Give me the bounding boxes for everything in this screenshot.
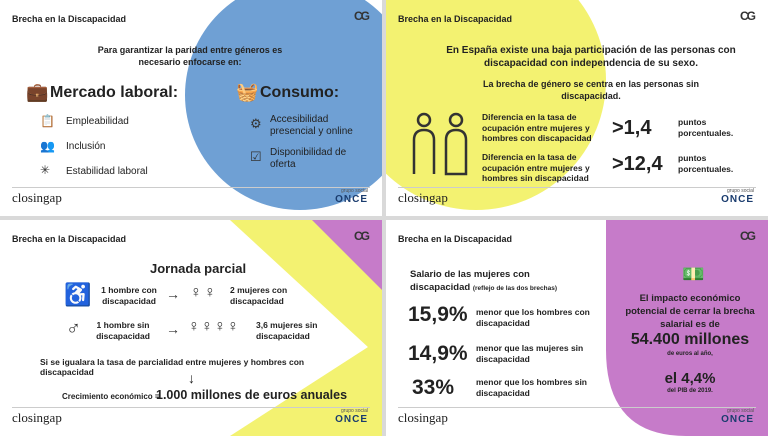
consumo-disponibilidad: Disponibilidad de oferta [270, 147, 347, 170]
basket-icon: 🧺 [236, 82, 259, 102]
once-big-text: ONCE [721, 194, 754, 205]
row1-label: menor que los hombres con discapacidad [476, 307, 590, 328]
once-big-text: ONCE [721, 414, 754, 425]
row1-unit: puntos porcentuales. [678, 117, 734, 138]
growth-value: 1.000 millones de euros anuales [156, 388, 348, 402]
closingap-logo: closingap [12, 410, 62, 425]
heading [410, 268, 580, 295]
growth-label: Crecimiento económico = [62, 392, 160, 401]
cg-logo: CG [740, 229, 754, 243]
heading-note: (reflejo de las dos brechas) [472, 285, 558, 292]
row1-label: Diferencia en la tasa de ocupación entre mujeres y hombres con discapacidad [482, 112, 592, 143]
once-logo [335, 408, 368, 425]
women-icon: ♀♀♀♀ [188, 318, 240, 335]
once-big-text: ONCE [335, 414, 368, 425]
network-icon: ✳ [40, 163, 51, 177]
yellow-circle-decoration [386, 0, 768, 216]
row2-value: 14,9% [408, 342, 468, 365]
footer-divider [12, 187, 370, 188]
mercado-item-empleabilidad: Empleabilidad [66, 116, 129, 127]
closingap-logo: closingap [12, 190, 62, 205]
row2-label: Diferencia en la tasa de ocupación entre mujeres y hombres sin discapacidad [482, 152, 590, 183]
panel-salario [386, 220, 768, 436]
woman-man-icon [410, 112, 470, 178]
box-small: de euros al año, [667, 351, 713, 357]
briefcase-icon: 💼 [26, 82, 49, 102]
cg-logo: CG [740, 9, 754, 23]
heading-text: Salario de las mujeres con discapacidad [410, 269, 530, 293]
row3-value: 33% [412, 376, 455, 399]
once-big-text: ONCE [335, 194, 368, 205]
panel-title: Brecha en la Discapacidad [12, 234, 127, 244]
panel-jornada-parcial [0, 220, 382, 436]
closingap-logo: closingap [398, 190, 448, 205]
footer-divider [398, 187, 756, 188]
gear-icon: ⚙ [250, 116, 262, 131]
once-small-text: grupo social [341, 188, 368, 194]
heading: Jornada parcial [150, 261, 247, 276]
row2-label: menor que las mujeres sin discapacidad [476, 343, 584, 364]
row1-value: >1,4 [612, 117, 652, 139]
note: Si se igualara la tasa de parcialidad entre mujeres y hombres con discapacidad [40, 357, 305, 377]
box-big: 54.400 millones [630, 331, 750, 348]
panel-title: Brecha en la Discapacidad [398, 234, 513, 244]
box-text: El impacto económico potencial de cerrar la brecha salarial es de [625, 293, 755, 330]
row3-label: menor que los hombres sin discapacidad [476, 377, 587, 398]
panel-title: Brecha en la Discapacidad [12, 14, 127, 24]
down-arrow: ↓ [188, 370, 195, 386]
row2-value: >12,4 [612, 153, 663, 175]
row2-right: 3,6 mujeres sin discapacidad [256, 320, 318, 341]
arrow-right-icon: → [166, 286, 180, 302]
blue-circle-decoration [0, 0, 382, 216]
row1-right: 2 mujeres con discapacidad [230, 285, 288, 306]
once-small-text: grupo social [727, 408, 754, 414]
cg-logo: CG [354, 9, 368, 23]
arrow-right-icon: → [166, 321, 180, 337]
panel-mercado-consumo [0, 0, 382, 216]
once-logo [721, 408, 754, 425]
row2-left: 1 hombre sin discapacidad [96, 320, 150, 341]
once-small-text: grupo social [727, 188, 754, 194]
closingap-logo: closingap [398, 410, 448, 425]
sub-text: La brecha de género se centra en las personas sin discapacidad. [482, 79, 700, 101]
once-logo [721, 188, 754, 205]
intro-text: En España existe una baja participación de las personas con discapacidad con independencia de su sexo. [446, 45, 736, 69]
women-icon: ♀♀ [190, 284, 218, 301]
footer-divider [398, 407, 756, 408]
wheelchair-icon: ♿ [64, 282, 92, 307]
panel-participacion [386, 0, 768, 216]
once-logo [335, 188, 368, 205]
money-icon: 💵 [682, 264, 705, 284]
checklist-icon: ☑ [250, 149, 262, 164]
mercado-title: Mercado laboral: [50, 84, 179, 101]
box-pib: del PIB de 2019. [667, 388, 713, 394]
footer-divider [12, 407, 370, 408]
mercado-item-estabilidad: Estabilidad laboral [66, 166, 148, 177]
consumo-title: Consumo: [260, 84, 340, 101]
intro-text: Para garantizar la paridad entre géneros es necesario enfocarse en: [97, 45, 283, 67]
row1-value: 15,9% [408, 303, 468, 326]
document-icon: 📋 [40, 114, 55, 128]
once-small-text: grupo social [341, 408, 368, 414]
mercado-item-inclusion: Inclusión [66, 141, 106, 152]
row2-unit: puntos porcentuales. [678, 153, 734, 174]
row1-left: 1 hombre con discapacidad [101, 285, 157, 306]
box-pct: el 4,4% [664, 370, 716, 387]
cg-logo: CG [354, 229, 368, 243]
consumo-accesibilidad: Accesibilidad presencial y online [270, 114, 353, 137]
man-icon: ♂ [66, 318, 81, 340]
people-icon: 👥 [40, 139, 55, 153]
panel-title: Brecha en la Discapacidad [398, 14, 513, 24]
